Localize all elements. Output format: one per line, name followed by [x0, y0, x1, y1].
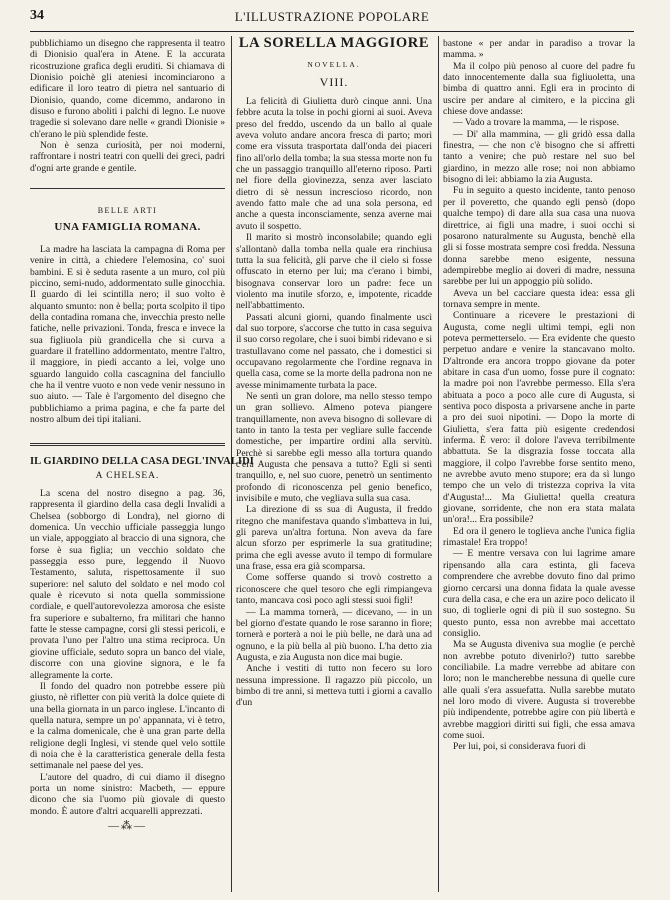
paragraph: Ma il colpo più penoso al cuore del padre fu dato innocentemente dalla sua figliuoletta, una bimba di quattro anni. Egli era in procinto di uscire per andare al cimitero, e la piccina gli chiese dove andasse: — [443, 60, 635, 118]
section-rule — [30, 188, 225, 189]
paragraph: Per lui, poi, si considerava fuori di — [453, 741, 586, 753]
paragraph: La scena del nostro disegno a pag. 36, rappresenta il giardino della casa degli Invalidi a Chelsea (sobborgo di Londra), nel giorno di domenica. Un vecchio ufficiale passeggia lungo un viale, appoggiato al braccio di una signora, che forse è sua figlia; un vecchio soldato che passeggia esso pure, leggendo il Nuovo Testamento, saluta, rispettosamente il suo superiore: nel saluto del soldato e nel modo col quale è ricevuto si nota quella sommissione cordiale, e quell'autorevolezza amorosa che esiste fra superiore e subalterno, fra militari che hanno fatte le stesse campagne, corsi gli stessi pericoli, e provata l'uno per l'altro una stima reciproca. Un giovine ufficiale, seduto sopra un banco del viale, discorre con una giovine signora, e le fa allegramente la corte. — [30, 488, 225, 681]
chapter-number: VIII. — [319, 74, 349, 89]
paragraph: — Di' alla mammina, — gli gridò essa dalla finestra, — che non c'è bisogno che si affretti tanto a venire; che può restare nel suo bel giardino, in mezzo alle rose; noi non abbiamo bisogno di lei: abbiamo la zia Augusta. — [443, 128, 635, 186]
paragraph: L'autore del quadro, di cui diamo il disegno porta un nome sinistro: Macbeth, — eppure dicono che sia l'uomo più giovale di questo mondo. È autore d'altri acquarelli apprezzati. — [30, 771, 225, 817]
paragraph: — Vado a trovare la mamma, — le rispose. — [453, 117, 620, 129]
paragraph: — La mamma tornerà, — dicevano, — in un bel giorno d'estate quando le rose saranno in fiore; tornerà e porterà a noi le più belle, ne darà una ad ognuno, e la più bella al più buono. L'ha detto zia Augusta, e zia Augusta non dice mai bugie. — [236, 606, 432, 663]
ornament: —⁂— — [108, 819, 147, 832]
paragraph: bastone « per andar in paradiso a trovar la mamma. » — [443, 38, 635, 61]
paragraph: Non è senza curiosità, per noi moderni, raffrontare i nostri teatri con quelli dei greci, padri d'ogni arte grande e gentile. — [30, 140, 225, 174]
article-title: UNA FAMIGLIA ROMANA. — [54, 221, 201, 234]
page-number: 34 — [30, 8, 44, 23]
paragraph: Ed ora il genero le toglieva anche l'unica figlia rimastale! Era troppo! — [443, 525, 635, 549]
paragraph: La madre ha lasciata la campagna di Roma per venire in città, a chiedere l'elemosina, co' suoi bambini. E si è seduta rasente a un muro, col più piccino, semi-nudo, addormentato sulle ginocchia. Il guardo di lei scintilla nero; il suo volto è alquanto smunto: non è bella; porta scolpito il tipo della contadina romana che, invecchia presto nelle fatiche, nelle privazioni. Tonda, fresca e invece la sua figliuola più grandicella che si curva a guardare il fratellino addormentato, mentre l'altro, il maggiore, in piedi accanto a lei, volge uno sguardo languido colla cascagnina del fanciullo che ha il ventre vuoto e non vede venir nessuno in suo aiuto. — Tale è l'argomento del disegno che pubblichiamo a prima pagina, e che fa parte del nostro album dei tipi italiani. — [30, 243, 225, 425]
column-divider — [438, 36, 439, 892]
paragraph: Aveva un bel cacciare questa idea: essa gli tornava sempre in mente. — [443, 287, 635, 310]
paragraph: Il fondo del quadro non potrebbe essere più giusto, nè rifletter con più verità la dolce quiete di una bella giornata in un parco inglese. L'incanto di quella natura, sempre un po' appannata, vi è tetro, e la calma domenicale, che è una gran parte della religione degli Inglesi, vi stende quel velo sottile di noia che è la caratteristica generale della festa settimanale nel paese del yes. — [30, 680, 225, 772]
section-kicker: BELLE ARTI — [97, 206, 158, 216]
paragraph: Fu in seguito a questo incidente, tanto penoso per il poveretto, che quando egli pensò (dopo qualche tempo) di dare alla sua casa una nuova direttrice, ai figli una madre, i suoi occhi si posarono naturalmente su Augusta, benchè ella gli si fosse mostrata sempre così fredda. Nessuna donna sarebbe meno esigente, nessuna adempirebbe meglio ai doveri di madre, nessuna sarebbe per lui un appoggio più solido. — [443, 185, 635, 288]
paragraph: La felicità di Giulietta durò cinque anni. Una febbre acuta la tolse in pochi giorni ai suoi. Aveva preso del freddo, uscendo da un ballo al quale aveva voluto andare ancora fresca di parto; morì come era vissuta trasportata dall'onda dei piaceri fino all'orlo della tomba; la sua stessa morte non fu che un passaggio tranquillo all'eterno riposo. Partì nel fiore della giovinezza, senza aver lasciato dietro di sè nessun increscioso ricordo, non avendo fatto male che ad una sola persona, ed anche a questa inconsciamente, senza averne mai avuto il sospetto. — [236, 96, 432, 232]
paragraph: Il marito si mostrò inconsolabile; quando egli s'allontanò dalla tomba nella quale era rinchiusa tutta la sua felicità, gli parve che il cielo si fosse offuscato in eterno per lui; ma c'erano i bimbi, bisognava conservar loro un padre: fece un violento ma inutile sforzo, e, impotente, ricadde nell'abbattimento. — [236, 232, 432, 312]
paragraph: Passati alcuni giorni, quando finalmente uscì dal suo torpore, s'accorse che tutto in casa seguiva il suo corso regolare, che i suoi bimbi ridevano e si trastullavano come nel passato, che i domestici si occupavano regolarmente che l'ordine regnava in quella casa, come se la morte della padrona non ne avesse minimamente turbata la pace. — [236, 311, 432, 391]
article-subtitle: A CHELSEA. — [95, 470, 160, 481]
paragraph: Continuare a ricevere le prestazioni di Augusta, come negli ultimi tempi, egli non poteva permetterselo. — Era evidente che questo perpetuo andare e venire la stancavano molto. D'altronde era ancora troppo giovane da poter abitare in casa d'un uomo, fosse pure il cognato: la madre poi non l'avrebbe permesso. Ella s'era abituata a poco a poco alle cure di Augusta, si sentiva poco disposta a privarsene anche in parte a pro dei suoi nipotini. — Dopo la morte di Giulietta, s'era fatta più esigente credendosi inferma. È vero: il dolore l'aveva terribilmente abbattuta. Se la disgrazia fosse toccata alla maggiore, il colpo l'avrebbe forse sentito meno, ne avrebbe avuto meno stupore; era da sì lungo tempo che un velo di tristezza copriva la vita d'Augusta!... Ma Giulietta! quella creatura giovane, sorridente, che non era stata malata un'ora!... Era possibile? — [443, 310, 635, 526]
column-right — [443, 38, 635, 753]
paragraph: pubblichiamo un disegno che rappresenta il teatro di Dionisio qual'era in Atene. E la accurata ricostruzione grafica degli eruditi. Si chiamava di Dionisio poichè gli ateniesi incominciarono a edificare il loro teatro di pietra nel santuario di Dionisio, quando, come dicemmo, andarono in disuso e furono aboliti i palchi di legno. Le nuove tragedie si solevano dare nelle « grandi Dionisie » ch'erano le più splendide feste. — [30, 38, 225, 140]
story-title: LA SORELLA MAGGIORE — [238, 35, 430, 51]
page-header — [30, 8, 634, 30]
paragraph: Ne sentì un gran dolore, ma nello stesso tempo un gran sollievo. Almeno poteva piangere tranquillamente, non aveva bisogno di sollevare di tanto in tanto la testa per vegliare sulle faccende domestiche, per impartire ordini alla servitù. Perchè si sarebbe egli messo alla tortura quando c'era Augusta che pensava a tutto? Egli si sentì tranquillo, e, nel suo cuore, penetrò un sentimento profondo di riconoscenza pel genio benefico, invisibile e muto, che vegliava sulla sua casa. — [236, 390, 432, 505]
section-rule — [30, 443, 225, 446]
paragraph: Anche i vestiti di tutto non fecero su loro nessuna impressione. Il ragazzo più piccolo, un bimbo di tre anni, si metteva tutti i giorni a cavallo d'un — [236, 663, 432, 709]
story-genre: NOVELLA. — [307, 60, 361, 70]
paragraph: La direzione di ss sua di Augusta, il freddo ritegno che manifestava quando s'imbatteva in lui, gli pareva un'altra fortuna. Non aveva da fare alcun sforzo per esprimerle la sua gratitudine; prima che egli avesse avuto il tempo di formulare una frase, essa era già scomparsa. — [236, 504, 432, 573]
article-title: IL GIARDINO DELLA CASA DEGL'INVALIDI — [30, 456, 254, 468]
column-middle — [236, 35, 432, 709]
paragraph: — E mentre versava con lui lagrime amare ripensando alla cara estinta, gli faceva comprendere che avrebbe dovuto fino dal primo giorno cercarsi una donna fidata la quale avesse cura della casa, e che era un azire poco delicato il suo, di toglierle ogni di più il suo sostegno. Su questo punto, essa non avrebbe mai accettato consiglio. — [443, 548, 635, 639]
column-left — [30, 38, 254, 832]
publication-title: L'ILLUSTRAZIONE POPOLARE — [234, 9, 430, 24]
paragraph: Come sofferse quando si trovò costretto a riconoscere che quel tesoro che egli rimpiangeva tanto, mancava così poco agli stessi suoi figli! — [236, 572, 432, 607]
paragraph: Ma se Augusta diveniva sua moglie (e perchè non avrebbe potuto divenirlo?) tutto sarebbe conciliabile. La madre verrebbe ad abitare con loro; non le mancherebbe nessuna di quelle cure alle quali s'era assuefatta. Nulla sarebbe mutato nel loro modo di vivere. Augusta si troverebbe più indipendente, potrebbe agire con più libertà e avrebbe maggiori diritti sui figli, che essa amava come suoi. — [443, 639, 635, 741]
header-rule — [30, 31, 634, 32]
